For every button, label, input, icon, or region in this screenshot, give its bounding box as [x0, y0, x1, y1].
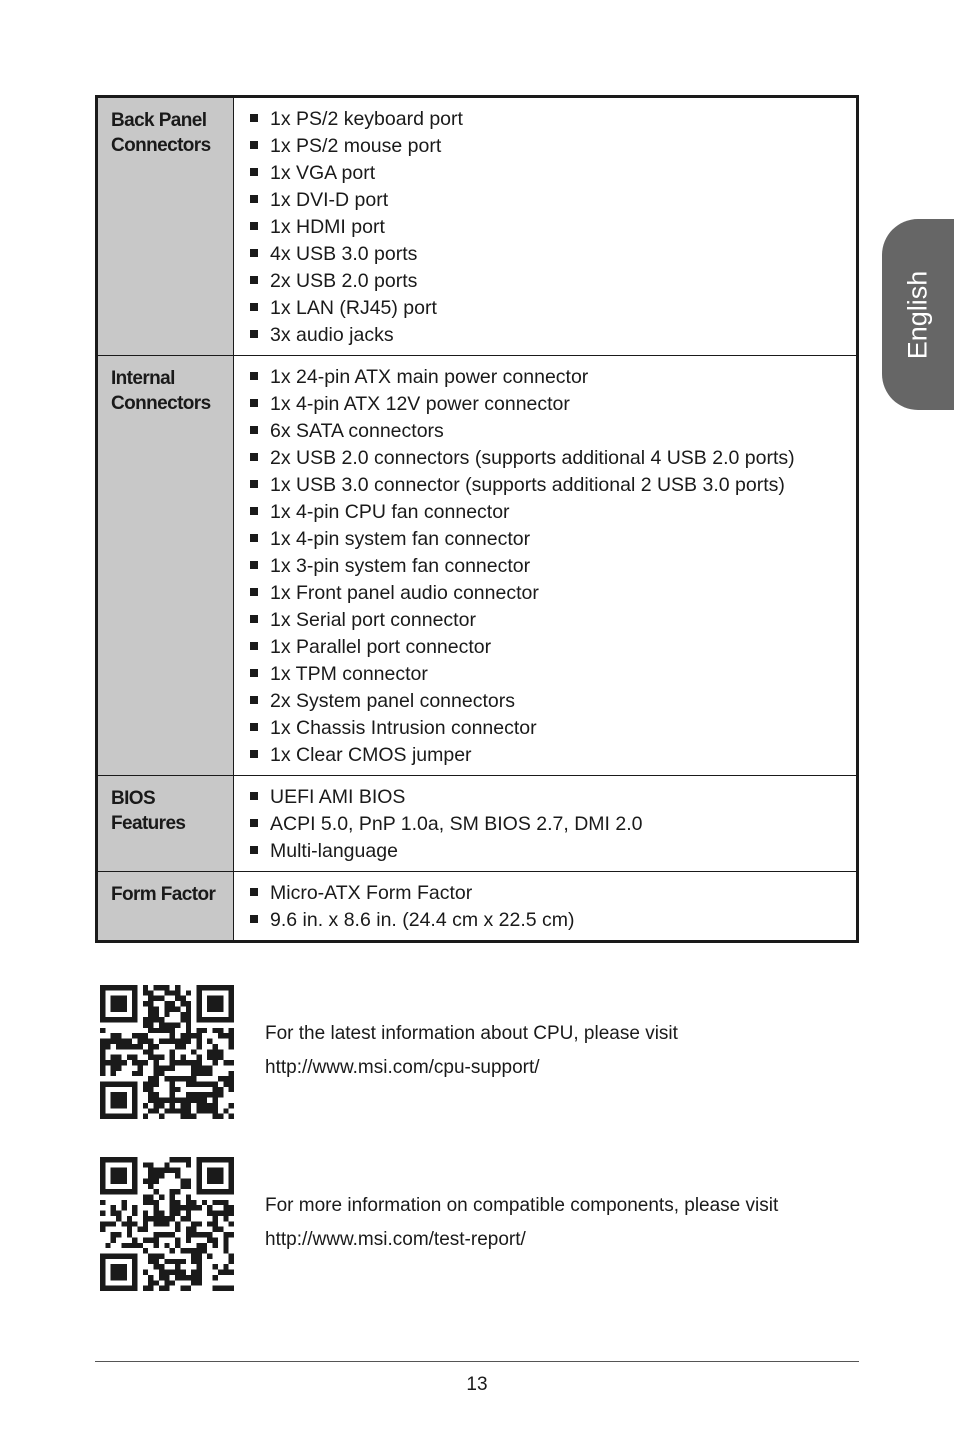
- test-report-link[interactable]: http://www.msi.com/test-report/: [265, 1229, 526, 1250]
- spec-item: 1x HDMI port: [250, 214, 846, 241]
- square-bullet-icon: [250, 222, 258, 230]
- square-bullet-icon: [250, 507, 258, 515]
- square-bullet-icon: [250, 615, 258, 623]
- cpu-support-note: [100, 985, 860, 1119]
- spec-item: ACPI 5.0, PnP 1.0a, SM BIOS 2.7, DMI 2.0: [250, 811, 846, 838]
- footer-divider: [95, 1361, 859, 1362]
- qr-code-icon: [100, 1157, 234, 1291]
- spec-item-list: [250, 784, 846, 865]
- spec-item: Multi-language: [250, 838, 846, 865]
- cpu-support-link[interactable]: http://www.msi.com/cpu-support/: [265, 1057, 540, 1078]
- spec-item: 1x Clear CMOS jumper: [250, 742, 846, 769]
- spec-item: 1x Parallel port connector: [250, 634, 846, 661]
- specifications-table: [95, 95, 859, 943]
- square-bullet-icon: [250, 846, 258, 854]
- spec-row-bios-features: [97, 776, 858, 872]
- test-report-text: For more information on compatible components, please visit: [265, 1195, 779, 1216]
- spec-item: 1x PS/2 mouse port: [250, 133, 846, 160]
- language-tab-label: English: [902, 270, 933, 359]
- qr-code-icon: [100, 985, 234, 1119]
- square-bullet-icon: [250, 330, 258, 338]
- square-bullet-icon: [250, 915, 258, 923]
- spec-item-list: [250, 364, 846, 769]
- spec-item: 3x audio jacks: [250, 322, 846, 349]
- square-bullet-icon: [250, 249, 258, 257]
- spec-item: 1x DVI-D port: [250, 187, 846, 214]
- spec-item: 6x SATA connectors: [250, 418, 846, 445]
- spec-item: 1x Front panel audio connector: [250, 580, 846, 607]
- square-bullet-icon: [250, 792, 258, 800]
- spec-item: 1x Chassis Intrusion connector: [250, 715, 846, 742]
- square-bullet-icon: [250, 642, 258, 650]
- square-bullet-icon: [250, 276, 258, 284]
- spec-item: Micro-ATX Form Factor: [250, 880, 846, 907]
- spec-item: 1x 24-pin ATX main power connector: [250, 364, 846, 391]
- test-report-note: [100, 1157, 860, 1291]
- square-bullet-icon: [250, 750, 258, 758]
- square-bullet-icon: [250, 453, 258, 461]
- square-bullet-icon: [250, 480, 258, 488]
- square-bullet-icon: [250, 888, 258, 896]
- spec-item: 1x LAN (RJ45) port: [250, 295, 846, 322]
- square-bullet-icon: [250, 114, 258, 122]
- spec-item: 2x USB 2.0 ports: [250, 268, 846, 295]
- square-bullet-icon: [250, 426, 258, 434]
- spec-label: Back Panel Connectors: [97, 97, 234, 356]
- square-bullet-icon: [250, 534, 258, 542]
- spec-item: 1x VGA port: [250, 160, 846, 187]
- square-bullet-icon: [250, 399, 258, 407]
- spec-row-back-panel: [97, 97, 858, 356]
- page-number: 13: [466, 1374, 488, 1395]
- spec-item: 9.6 in. x 8.6 in. (24.4 cm x 22.5 cm): [250, 907, 846, 934]
- square-bullet-icon: [250, 669, 258, 677]
- spec-row-form-factor: [97, 872, 858, 942]
- square-bullet-icon: [250, 303, 258, 311]
- spec-label: Internal Connectors: [97, 356, 234, 776]
- spec-row-internal-connectors: [97, 356, 858, 776]
- spec-label: Form Factor: [97, 872, 234, 942]
- square-bullet-icon: [250, 561, 258, 569]
- spec-item: 1x 4-pin CPU fan connector: [250, 499, 846, 526]
- spec-item: 2x USB 2.0 connectors (supports additional 4 USB 2.0 ports): [250, 445, 846, 472]
- spec-item: 2x System panel connectors: [250, 688, 846, 715]
- spec-label: BIOS Features: [97, 776, 234, 872]
- spec-item: 1x TPM connector: [250, 661, 846, 688]
- language-tab[interactable]: [882, 219, 954, 410]
- spec-item: 1x 4-pin ATX 12V power connector: [250, 391, 846, 418]
- cpu-support-text: For the latest information about CPU, please visit: [265, 1023, 678, 1044]
- spec-item: 1x PS/2 keyboard port: [250, 106, 846, 133]
- spec-item-list: [250, 106, 846, 349]
- square-bullet-icon: [250, 723, 258, 731]
- square-bullet-icon: [250, 168, 258, 176]
- spec-item: 1x Serial port connector: [250, 607, 846, 634]
- qr-code-modules: [100, 985, 234, 1119]
- spec-item: 1x 3-pin system fan connector: [250, 553, 846, 580]
- spec-item: 1x USB 3.0 connector (supports additional 2 USB 3.0 ports): [250, 472, 846, 499]
- square-bullet-icon: [250, 588, 258, 596]
- qr-code-modules: [100, 1157, 234, 1291]
- square-bullet-icon: [250, 141, 258, 149]
- spec-item: 1x 4-pin system fan connector: [250, 526, 846, 553]
- spec-item: 4x USB 3.0 ports: [250, 241, 846, 268]
- square-bullet-icon: [250, 696, 258, 704]
- square-bullet-icon: [250, 819, 258, 827]
- square-bullet-icon: [250, 372, 258, 380]
- square-bullet-icon: [250, 195, 258, 203]
- spec-item: UEFI AMI BIOS: [250, 784, 846, 811]
- spec-item-list: [250, 880, 846, 934]
